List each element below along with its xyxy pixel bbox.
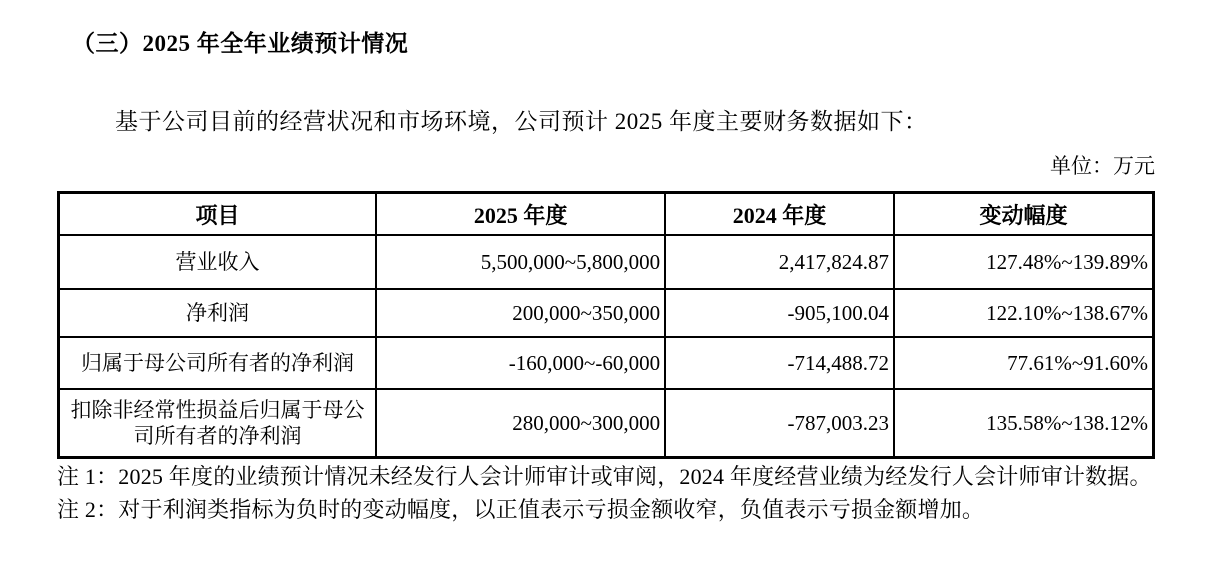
cell-2025-value: 200,000~350,000 [376,289,665,337]
cell-item: 归属于母公司所有者的净利润 [59,337,377,389]
cell-change-value: 122.10%~138.67% [894,289,1154,337]
cell-change-value: 127.48%~139.89% [894,235,1154,289]
section-title: （三）2025 年全年业绩预计情况 [72,31,409,56]
table-row-net-profit [59,289,1154,337]
intro-paragraph: 基于公司目前的经营状况和市场环境，公司预计 2025 年度主要财务数据如下： [115,109,928,134]
header-change: 变动幅度 [894,193,1154,236]
header-2025: 2025 年度 [376,193,665,236]
cell-2025-value: -160,000~-60,000 [376,337,665,389]
table-row-revenue [59,235,1154,289]
cell-2024-value: 2,417,824.87 [665,235,894,289]
cell-2024-value: -787,003.23 [665,389,894,458]
cell-2025-value: 280,000~300,000 [376,389,665,458]
table-row-non-recurring-net-profit [59,389,1154,458]
cell-item: 净利润 [59,289,377,337]
unit-label: 单位：万元 [1050,154,1155,178]
cell-change-value: 135.58%~138.12% [894,389,1154,458]
header-2024: 2024 年度 [665,193,894,236]
note-1: 注 1：2025 年度的业绩预计情况未经发行人会计师审计或审阅，2024 年度经营业绩为经发行人会计师审计数据。 [57,464,1152,489]
note-2: 注 2：对于利润类指标为负时的变动幅度，以正值表示亏损金额收窄，负值表示亏损金额增加。 [57,496,985,522]
header-item: 项目 [59,193,377,236]
cell-item: 营业收入 [59,235,377,289]
cell-change-value: 77.61%~91.60% [894,337,1154,389]
cell-item: 扣除非经常性损益后归属于母公司所有者的净利润 [59,389,377,458]
cell-2024-value: -714,488.72 [665,337,894,389]
table-header-row [59,193,1154,236]
table-row-parent-net-profit [59,337,1154,389]
forecast-table [57,191,1155,459]
cell-2024-value: -905,100.04 [665,289,894,337]
cell-2025-value: 5,500,000~5,800,000 [376,235,665,289]
